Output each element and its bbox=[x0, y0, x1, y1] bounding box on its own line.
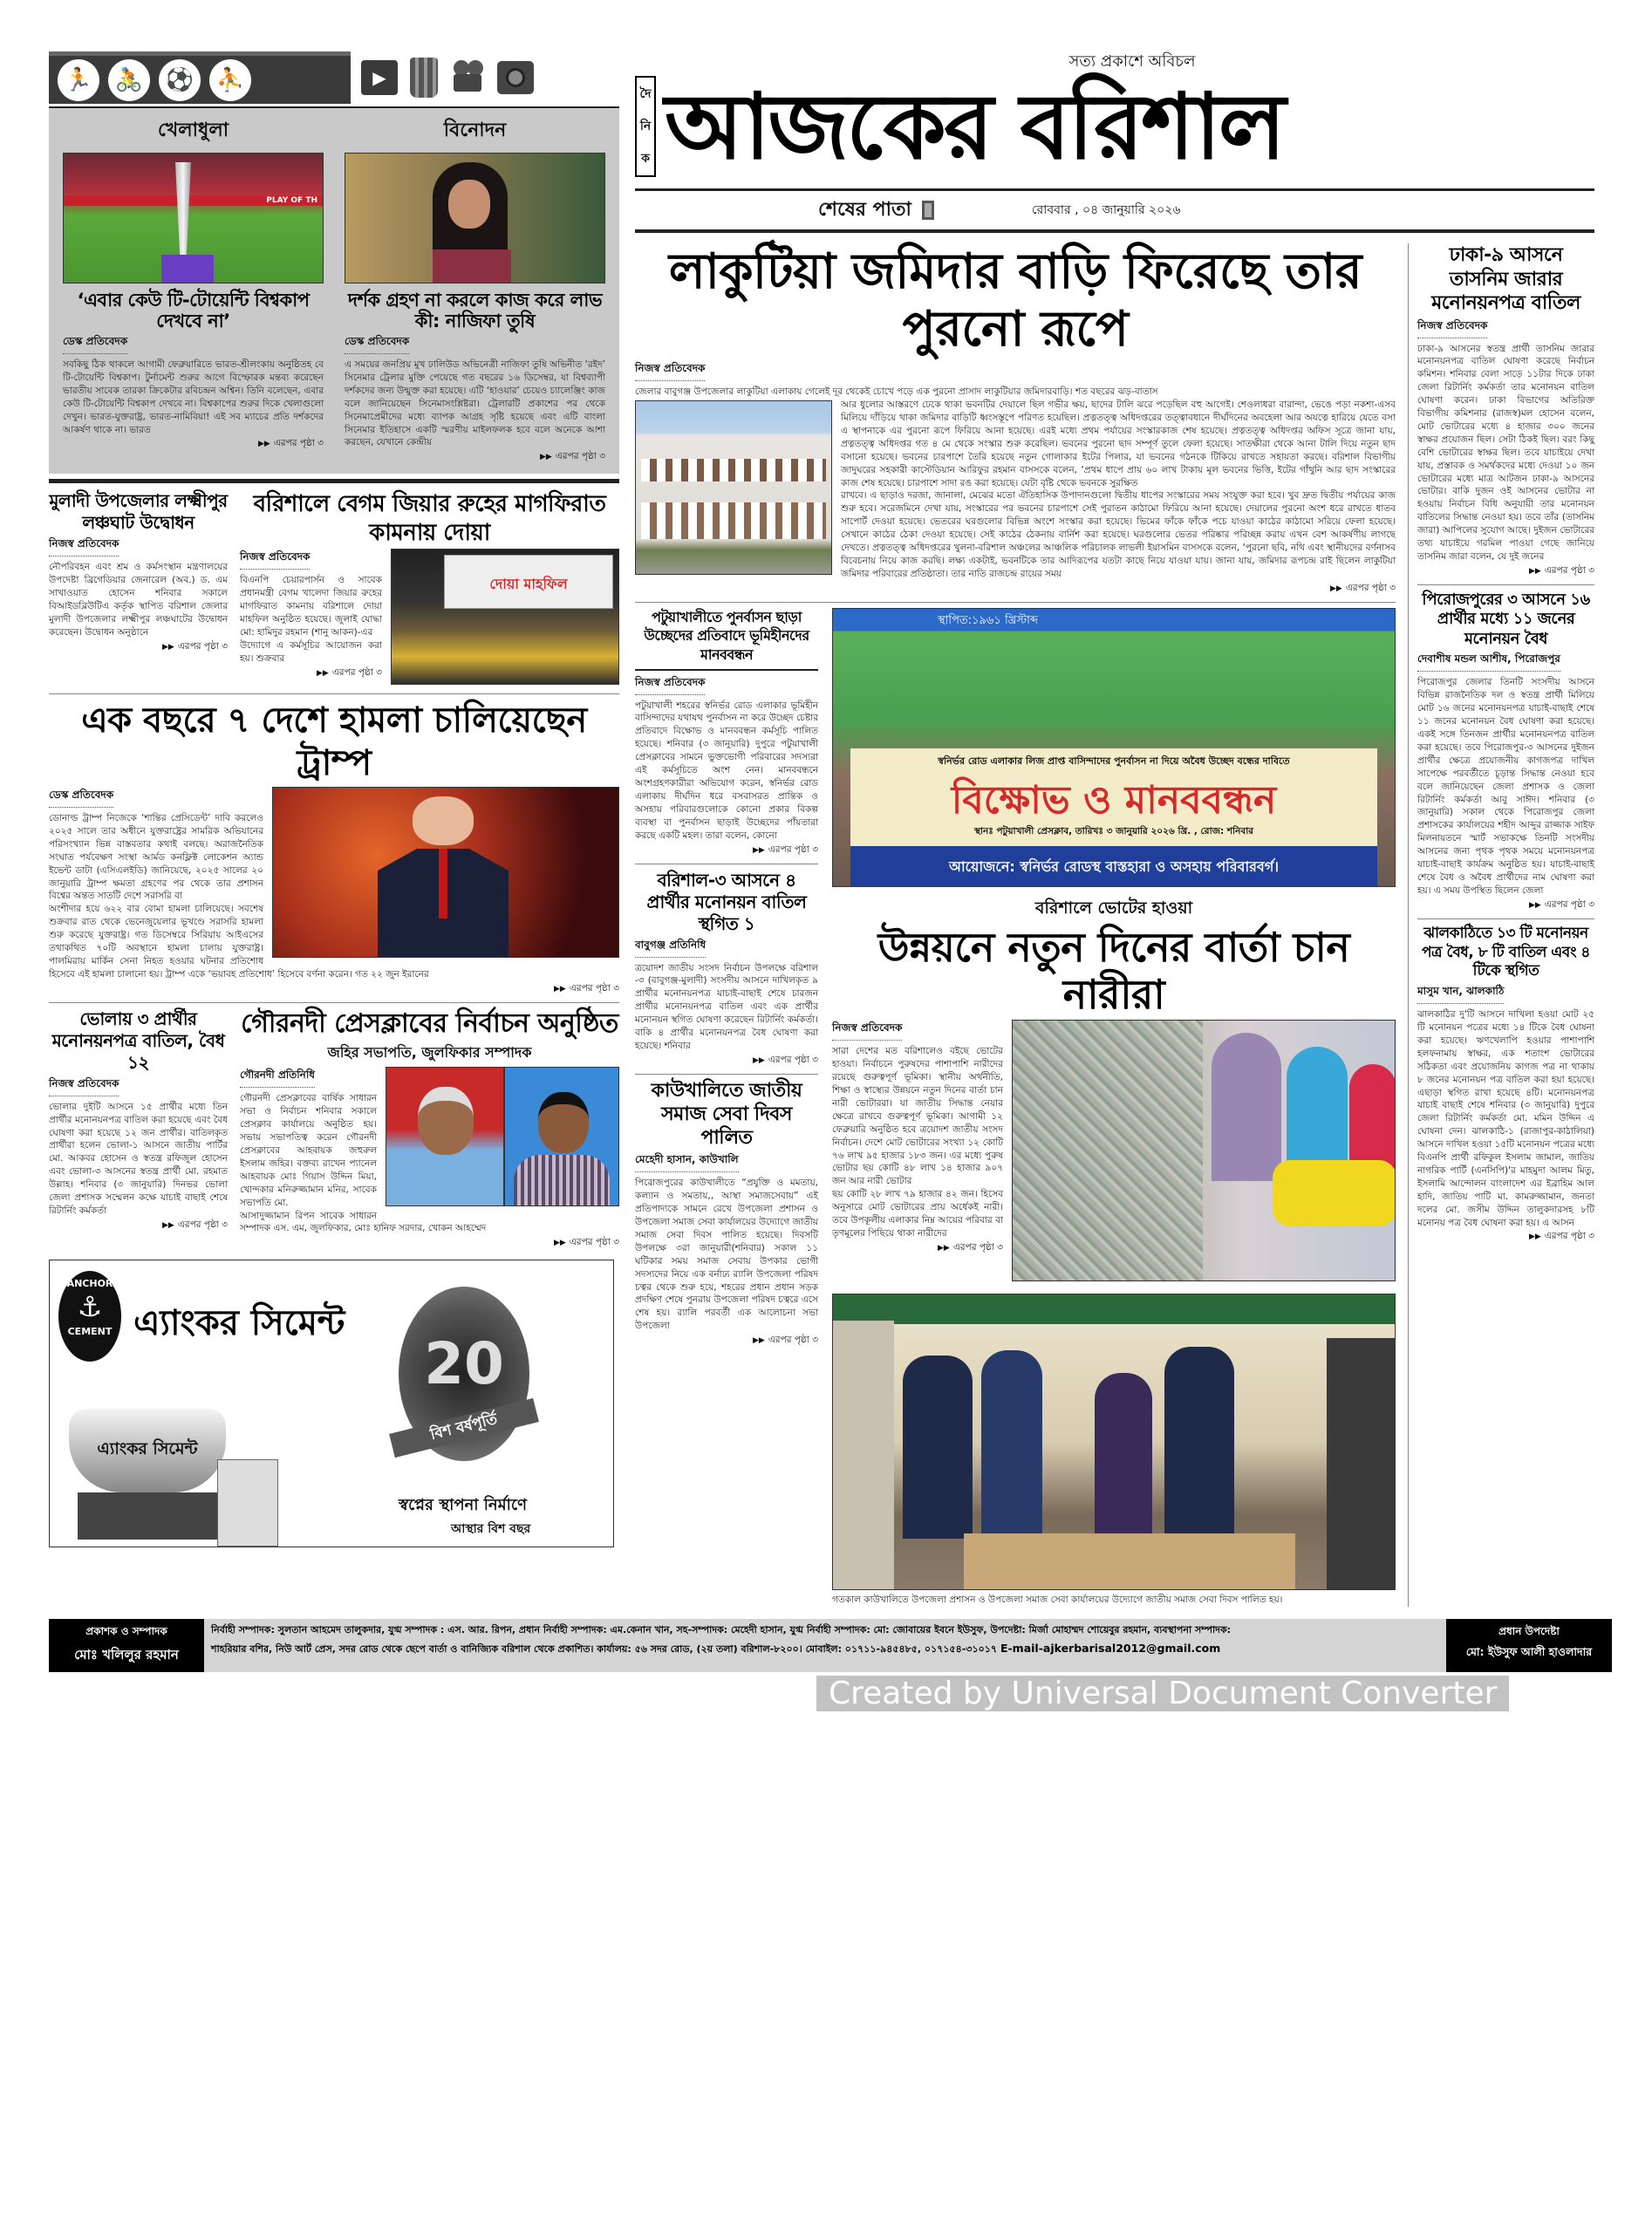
section-label-entertainment: বিনোদন bbox=[443, 120, 507, 141]
gournadi-byline: গৌরনদী প্রতিনিধি bbox=[240, 1068, 315, 1088]
bhola-story bbox=[49, 1008, 228, 1252]
ad-tagline: স্বপ্নের স্থাপনা নির্মাণে bbox=[399, 1496, 528, 1515]
double-arrow-icon: ▶▶ bbox=[752, 1055, 765, 1065]
story-body: পিরোজপুর জেলার তিনটি সংসদীয় আসনে বিভিন্ন রাজনৈতিক দল ও স্বতন্ত্র প্রার্থী মিলিয়ে মোট ১৬ জনের মনোনয়নপত্র যাচাই-বাছাই শেষে ১১ জনের মনোনয়ন বৈধ ঘোষণা করা হয়েছে। একই সঙ্গে তিনজন প্রার্থীর মনোনয়নপত্র বাতিল করা হয়েছে। তবে পিরোজপুর-৩ আসনের দুইজন প্রার্থীর ক্ষেত্রে প্রয়োজনীয় কাগজপত্র দাখিল সাপেক্ষে পরবর্তীতে চূড়ান্ত সিদ্ধান্ত নেওয়া হবে বলে জানিয়েছেন জেলা প্রশাসক ও জেলা রিটার্নিং কর্মকর্তা আবু সাঈদ। শনিবার (৩ জানুয়ারি) সকাল থেকে পিরোজপুর জেলা প্রশাসকের কার্যালয়ের শহীদ আব্দুর রাজ্জাক সাইফ মিলনায়তনে স্মার্ট সভাকক্ষে তিনটি সংসদীয় আসনের জন্য পৃথক পৃথক সময়ে মনোনয়নপত্র যাচাই-বাছাই কার্যক্রম অনুষ্ঠিত হয়। যাচাই-বাছাই শেষে বৈধ ও অবৈধ প্রার্থীদের নাম ঘোষণা করা হয়। এ সময় উপস্থিত ছিলেন জেলা bbox=[1417, 677, 1594, 896]
photo-sign-text: স্থাপিত:১৯৬১ খ্রিস্টাব্দ bbox=[938, 613, 1039, 627]
women-vote-kicker: বরিশালে ভোটের হাওয়া bbox=[1034, 898, 1193, 918]
section-label-sports: খেলাধুলা bbox=[157, 120, 229, 141]
continued-link[interactable]: ▶▶ এরপর পৃষ্ঠা ৩ bbox=[539, 451, 605, 462]
banner-bottom-text: আয়োজনে: স্বনির্ভর রোডস্থ বাস্তহারা ও অসহায় পরিবারবর্গ। bbox=[850, 846, 1377, 887]
women-voters-photo bbox=[1012, 1020, 1396, 1281]
double-arrow-icon: ▶▶ bbox=[257, 440, 270, 449]
football-icon: ⚽ bbox=[159, 59, 201, 101]
patuakhali-story bbox=[635, 608, 818, 858]
begum-zia-story bbox=[240, 490, 619, 688]
anchor-cement-ad bbox=[49, 1260, 614, 1547]
t20-trophy-photo bbox=[63, 153, 324, 283]
anniversary-badge: 20 বিশ বর্ষপূর্তি bbox=[399, 1287, 529, 1461]
trump-byline: ডেস্ক প্রতিবেদক bbox=[49, 788, 113, 808]
human-chain-photo bbox=[832, 608, 1396, 887]
story-body: নৌপরিবহন এবং শ্রম ও কর্মসংস্থান মন্ত্রণালয়ের উপদেষ্টা ব্রিগেডিয়ার জেনারেল (অব.) ড. এম সাখাওয়াত হোসেন শনিবার সকালে বিআইডব্লিউটিএ কর্তৃক স্থাপিত বরিশাল জেলার মুলাদী উপজেলার লক্ষ্মীপুর লঞ্চঘাটের উদ্বোধন করেছেন। উদ্বোধন অনুষ্ঠানে bbox=[49, 562, 228, 638]
byline: নিজস্ব প্রতিবেদক bbox=[635, 675, 705, 695]
begum-zia-body-2: উদ্যোগে এ কর্মসূচির আয়োজন করা হয়। শুক্রবার bbox=[240, 639, 382, 664]
byline: দেবাশীষ মন্ডল আশীষ, পিরোজপুর bbox=[1417, 652, 1560, 672]
camera-icon bbox=[497, 61, 534, 94]
anchor-logo: ANCHOR ⚓ CEMENT bbox=[58, 1271, 121, 1362]
footer-line-1: নির্বাহী সম্পাদক: সুলতান আহমেদ তালুকদার, যুগ্ম সম্পাদক : এস. আর. রিপন, প্রধান নির্বাহী সম্পাদক: এম.কেনান খান, সহ-সম্পাদক: মেহেদী হাসান, যুগ্ম নির্বাহী সম্পাদক: মো: জোবায়ের ইবনে ইউসুফ, উপদেষ্টা: মির্জা মোহাম্মদ শোয়েবুর রহমান, ব্যবস্থাপনা সম্পাদক: bbox=[211, 1624, 1232, 1636]
gournadi-headline: গৌরনদী প্রেসক্লাবের নির্বাচন অনুষ্ঠিত bbox=[241, 1007, 618, 1039]
dainik-label: দৈ নি ক bbox=[635, 76, 656, 177]
footer-line-2: শাহরিয়ার বশির, নিউ আর্ট প্রেস, সদর রোড থেকে ছেপে বার্তা ও বানিজ্যিক বরিশাল থেকে প্রকাশিত। কার্যালয়: ৫৬ সদর রোড, (২য় তলা) বরিশাল-৮২০০। মোবাইল: ০১৭১১-৯৪৫৪৮৫, ০১৭১৫৪-৩১০১৭ bbox=[211, 1642, 998, 1655]
story-body: ঝালকাঠির দু'টি আসনে দাখিলা হওয়া মোট ২৫ টি মনোনয়ন পত্রের মধ্যে ১৪ টিকে বৈধ ঘোষনা করা হয়েছে। ঋণখেলাপি হওয়ার পাশাপাশি হলফনামায় স্বাক্ষর, এক শতাংশ ভোটারের সঠিকতা এবং প্রয়োজনিয় কাগজ পত্র না থাকায় ৮ জনের মনোনয়ন পত্র বাতিল করা হয়া হয়েছে। এছাড়া স্থগিত রাখা হয়েছে ৪টি। মনোনয়নপত্র যাচাই বাছাই শেষে শনিবার (৩ জানুয়ারি) দুপুরে জেলা রিটার্নিং কর্মকর্তা মো. মমিন উদ্দিন এ ঘোষনা দেন। ঝালকাঠি-১ (রাজাপুর-কাঠালিয়া) আসনে দাখিল হওয়া ১৫টি মনোনয়ন পত্রের মধ্যে বিএনপি প্রার্থী রফিকুল ইসলাম জামাল, জাতিয় নাগরিক পার্টি (এনসিপি)'র মাহমুদা আলম মিতু, ইসলামি আন্দোলন বাংলাদেশ এর ইব্রাহিম আল হাদি, জাতিয় পাটি মা. কামরুজ্জামান, জনতা দলের মো. জসীম উদ্দিন তালুকদারসহ ৮টি মনোনয় পত্র বৈধ ঘোষনা করা হয়। এ আসন bbox=[1417, 1009, 1594, 1228]
double-arrow-icon: ▶▶ bbox=[553, 984, 566, 994]
story-body: ত্রয়োদশ জাতীয় সংসদ নির্বাচন উপলক্ষে বরিশাল -৩ (বাবুগঞ্জ-মুলাদী) সংসদীয় আসনে দাখিলকৃত ৯ প্রার্থীর মনোনয়নপত্র যাচাই-বাছাই শেষে চারজন প্রার্থীর মনোনয়নপত্র বাতিল এবং এক প্রার্থীর মনোনয়ন স্থগিত ঘোষণা করেছেন রিটার্নিং কর্মকর্তা। বাকি ৪ প্রার্থীর মনোনয়নপত্র বৈধ ঘোষণা করা হয়েছে। শনিবার bbox=[635, 962, 818, 1051]
gournadi-story bbox=[240, 1008, 619, 1252]
gournadi-body-2: আসাদুজ্জামান রিপন সাবেক সাধারন সম্পাদক এস. এম, জুলফিকার, মোঃ হানিফ সরদার, খোকন আহম্মেদ bbox=[240, 1210, 487, 1234]
dhaka9-headline: ঢাকা-৯ আসনে তাসনিম জারার মনোনয়নপত্র বাতিল bbox=[1431, 244, 1580, 314]
bhola-headline: ভোলায় ৩ প্রার্থীর মনোনয়নপত্র বাতিল, বৈধ ১২ bbox=[51, 1007, 225, 1073]
running-icon: 🏃 bbox=[58, 59, 99, 101]
women-vote-body: সারা দেশের মত বরিশালেও বইছে ভোটের হাওয়া। নির্বাচনে পুরুষদের পাশাপাশি নারীদের রয়েছে গুরুত্বপূর্ণ ভূমিকা। স্থানীয় অর্থনীতি, শিক্ষা ও স্বাস্থ্যের উন্নয়নে নতুন দিনের বার্তা চান নারী ভোটাররা। যা জাতীয় সিদ্ধান্ত নেয়ার ক্ষেত্রে রাখবে গুরুত্বপূর্ণ ভূমিকা। আগামী ১২ ফেব্রুয়ারি অনুষ্ঠিত হবে ত্রয়োদশ জাতীয় সংসদ নির্বাচন। দেশে মোট ভোটারের সংখ্যা ১২ কোটি ৭৬ লাখ ৯৫ হাজার ১৮৩ জন। এর মধ্যে পুরুষ ভোটার ছয় কোটি ৪৮ লাখ ১৪ হাজার ৯০৭ জন আর নারী ভোটার bbox=[832, 1046, 1003, 1187]
continued-link[interactable]: ▶▶ এরপর পৃষ্ঠা ৩ bbox=[1528, 564, 1594, 576]
cement-truck-image: এ্যাংকর সিমেন্ট bbox=[69, 1409, 287, 1547]
chief-adviser-label: প্রধান উপদেষ্টা bbox=[1498, 1625, 1560, 1638]
trump-headline: এক বছরে ৭ দেশে হামলা চালিয়েছেন ট্রাম্প bbox=[81, 700, 587, 784]
banner-main-text: বিক্ষোভ ও মানববন্ধন bbox=[951, 777, 1277, 823]
continued-link[interactable]: ▶▶ এরপর পৃষ্ঠা ৩ bbox=[161, 1219, 228, 1230]
begum-zia-byline: নিজস্ব প্রতিবেদক bbox=[240, 550, 310, 570]
movie-camera-icon bbox=[450, 60, 488, 95]
double-arrow-icon: ▶▶ bbox=[1528, 1233, 1541, 1242]
headline-nazifa: দর্শক গ্রহণ না করলে কাজ করে লাভ কী: নাজিফা তুষি bbox=[347, 290, 603, 331]
double-arrow-icon: ▶▶ bbox=[1528, 566, 1541, 576]
continued-link[interactable]: ▶▶ এরপর পৃষ্ঠা ৩ bbox=[257, 438, 324, 449]
converter-watermark: Created by Universal Document Converter bbox=[816, 1676, 1509, 1711]
story-body: ভোলার দুইটি আসনে ১৫ প্রার্থীর মধ্যে তিন প্রার্থীর মনোনয়নপত্র বাতিল করা হয়েছে এবং বৈধ ঘোষণা করা হয়েছে ১২ জন প্রার্থীর। বাতিলকৃত প্রার্থীরা হলেন ভোলা-১ আসনে জাতীয় পার্টির মো. আকবর হোসেন ও স্বতন্ত্র রফিজুল হোসেন এবং ভোলা-৩ আসনের স্বতন্ত্র প্রার্থী মো. রহমাত উল্লাহ। শনিবার (৩ জানুয়ারি) দিনভর ভোলা জেলা প্রশাসক সম্মেলন কক্ষে যাচাই বাছাই শেষে রিটার্নিং কর্মকর্তা bbox=[49, 1101, 228, 1216]
jhalokathi-headline: ঝালকাঠিতে ১৩ টি মনোনয়ন পত্র বৈধ, ৮ টি বাতিল এবং ৪ টিকে স্থগিত bbox=[1422, 924, 1590, 980]
continued-link[interactable]: ▶▶ এরপর পৃষ্ঠা ৩ bbox=[1528, 1231, 1594, 1242]
center-block bbox=[635, 243, 1396, 1607]
headline-t20: ‘এবার কেউ টি-টোয়েন্টি বিশ্বকাপ দেখবে না’ bbox=[77, 290, 310, 331]
actress-photo bbox=[345, 153, 605, 283]
lead-body-beside: আর ধুলোর আস্তরণে ঢেকে থাকা ভবনটির দেয়ালে ছিল গভীর ক্ষয়, ছাদের টালি ঝরে পড়েছিল বহু আগেই। শেওলাধরা বারান্দা, ভেঙে পড়া নকশা-এসব মিলিয়ে দাঁড়িয়ে থাকা জমিদার বাড়িটি ধ্বংসস্তূপে পরিণত হয়েছিল। প্রত্নতত্ত্ব অধিদপ্তরের তত্ত্বাবধানে দীর্ঘদিনের অবহেলা আর অযত্নে হারিয়ে যেতে বসা এ স্থাপনাকে এর পুরনো রূপে ফিরিয়ে আনা হয়েছে। এরই মধ্যে প্রথম পর্যায়ের সংস্কারকাজ শেষ হয়েছে। প্রত্নতত্ত্ব অধিদপ্তর অফিস সূত্রে জানা যায়, প্রত্নতত্ত্ব অধিদপ্তর গত ৪ মে থেকে সংস্কার শুরু করেছিল। ভবনের পুরনো ছাদ সম্পূর্ণ তুলে ফেলা হয়েছে। সাতক্ষীরা থেকে আনা টালি দিয়ে নতুন ছাদ বসানো হয়েছে। ভবনের চারপাশে তৈরি হয়েছে নতুন গোলাকার ইটের পিলার, যা ভবনের গঠনকে টিকিয়ে রাখতে সহায়তা করছে। বরিশাল বিভাগীয় জাদুঘরের সহকারী কাস্টেডিয়ান আরিফুর রহমান বাসসকে বলেন, ‘প্রথম ধাপে প্রায় ৬০ লাখ টাকায় মূল ভবনের ভিত্তি, ইটের গাঁথুনি আর ছাদ সংস্কারের কাজ শেষ হয়েছে। চারপাশে সাদা রঙ করা হয়েছে। যেটা বৃষ্টি থেকে ভবনকে সুরক্ষিত bbox=[841, 399, 1396, 488]
gournadi-continued[interactable]: ▶▶ এরপর পৃষ্ঠা ৩ bbox=[553, 1237, 619, 1248]
entertainment-promo bbox=[345, 115, 605, 465]
trump-continued[interactable]: ▶▶ এরপর পৃষ্ঠা ৩ bbox=[553, 982, 619, 994]
banner-top-text: স্বনির্ভর রোড এলাকার লিজ প্রাপ্ত বাসিন্দাদের পুনর্বাসন না দিয়ে অবৈধ উচ্ছেদ বন্ধের দাবিতে bbox=[938, 755, 1290, 767]
icon-strip bbox=[49, 49, 619, 106]
publisher-label: প্রকাশক ও সম্পাদক bbox=[85, 1625, 167, 1638]
women-vote-continued[interactable]: ▶▶ এরপর পৃষ্ঠা ৩ bbox=[937, 1241, 1003, 1253]
gournadi-photos bbox=[386, 1067, 619, 1206]
begum-zia-headline: বরিশালে বেগম জিয়ার রুহের মাগফিরাত কামনায় দোয়া bbox=[253, 491, 606, 546]
main-area bbox=[635, 49, 1594, 1607]
footer bbox=[49, 1619, 1612, 1672]
women-vote-headline: উন্নয়নে নতুন দিনের বার্তা চান নারীরা bbox=[877, 923, 1350, 1019]
trump-story bbox=[49, 700, 619, 996]
trump-body-2: অংশীদার হয়ে ৬২২ বার বোমা হামলা চালিয়েছে। সবশেষ শুক্রবার রাত থেকে ভেনেজুয়েলার ভূখণ্ডে সরাসরি হামলা শুরু করেছে যুক্তরাষ্ট্র। গত ডিসেম্বরে সিরিয়ায় আইএসের তথাকথিত ৭০টি অবস্থানে হামলা চালায় যুক্তরাষ্ট্র। পালমিরায় মার্কিন সেনা নিহত হওয়ার ঘটনার প্রতিশোধ হিসেবে এই হামলা চালানো হয়। ট্রাম্প একে ‘ভয়াবহ প্রতিশোধ’ হিসেবে বর্ণনা করেন। গত ২২ জুন ইরানের bbox=[49, 904, 429, 980]
wide-column bbox=[832, 608, 1396, 1607]
byline: বাবুগঞ্জ প্রতিনিধি bbox=[635, 938, 706, 958]
continued-link[interactable]: ▶▶ এরপর পৃষ্ঠা ৩ bbox=[752, 843, 818, 855]
story-body: পটুয়াখালী শহরের স্বনির্ভর রোড এলাকার ভূমিহীন বাসিন্দাদের যথাযথ পুনর্বাসন না করে উচ্ছেদ চেষ্টার প্রতিবাদে বিক্ষোভ ও মানববন্ধন কর্মসূচি পালিত হয়েছে। শনিবার (৩ জানুয়ারি) দুপুরে পটুয়াখালী প্রেসক্লাবের সামনে ভুক্তভোগী পরিবারের সদস্যরা এই কর্মসূচিতে অংশ নেন। মানববন্ধনে অংশগ্রহণকারীরা অভিযোগ করেন, স্বনির্ভর রোড এলাকায় দীর্ঘদিন ধরে বসবাসরত প্রান্তিক ও অসহায় পরিবারগুলোকে কোনো প্রকার বিকল্প ব্যবস্থা বা পুনর্বাসন ছাড়াই উচ্ছেদের পাঁয়তারা করছে একটি মহল। তারা বলেন, কোনো bbox=[635, 700, 818, 841]
gournadi-subhead: জহির সভাপতি, জুলফিকার সম্পাদক bbox=[327, 1044, 532, 1062]
muladi-headline: মুলাদী উপজেলার লক্ষ্মীপুর লঞ্চঘাট উদ্বোধন bbox=[49, 490, 228, 534]
newspaper-title: আজকের বরিশাল bbox=[665, 73, 1284, 180]
anchor-icon: ⚓ bbox=[77, 1290, 103, 1324]
barishal3-headline: বরিশাল-৩ আসনে ৪ প্রার্থীর মনোনয়ন বাতিল স্থগিত ১ bbox=[646, 869, 807, 934]
continued-link[interactable]: ▶▶ এরপর পৃষ্ঠা ৩ bbox=[752, 1335, 818, 1346]
kawkhali-story bbox=[635, 1080, 818, 1349]
lead-continued[interactable]: ▶▶ এরপর পৃষ্ঠা ৩ bbox=[1329, 582, 1396, 593]
double-arrow-icon: ▶▶ bbox=[161, 1220, 174, 1230]
slogan: সত্য প্রকাশে অবিচল bbox=[1068, 52, 1196, 71]
patuakhali-headline: পটুয়াখালীতে পুনর্বাসন ছাড়া উচ্ছেদের প্রতিবাদে ভূমিহীনদের মানববন্ধন bbox=[644, 608, 809, 663]
gournadi-secretary-photo bbox=[504, 1067, 619, 1206]
film-strip-icon: ▶ bbox=[361, 60, 398, 95]
section-name: শেষের পাতা bbox=[818, 198, 911, 221]
narrow-column bbox=[635, 608, 818, 1607]
dhaka9-story bbox=[1417, 243, 1594, 579]
publication-date: রোববার , ০৪ জানুয়ারি ২০২৬ bbox=[1031, 203, 1181, 217]
muladi-story bbox=[49, 490, 228, 688]
byline: ডেস্ক প্রতিবেদক bbox=[345, 334, 409, 354]
footer-credits bbox=[204, 1619, 1446, 1672]
section-marker bbox=[922, 201, 934, 220]
women-vote-story bbox=[832, 896, 1396, 1286]
promo-box bbox=[49, 106, 619, 474]
lead-intro: জেলার বাবুগঞ্জ উপজেলার লাকুটিয়া এলাকায় গেলেই দূর থেকেই চোখে পড়ে এক পুরনো প্রাসাদ লাকুটিয়ার জমিদারবাড়ি। শত বছরের ঝড়-বাতাস bbox=[635, 386, 1158, 398]
trump-body: ডোনাল্ড ট্রাম্প নিজেকে ‘শান্তির প্রেসিডেন্ট’ দাবি করলেও ২০২৫ সালে তার অধীনে যুক্তরাষ্ট্রের সামরিক অভিযানের পরিসংখ্যান ভিন্ন বাস্তবতার কথাই বলছে। অরাজনৈতিক সংঘাত পর্যবেক্ষণ সংস্থা আর্মড কনফ্লিক্ট লোকেশন অ্যান্ড ইভেন্ট ডাটা (এসিএলইডি) জানিয়েছে, ২০২৫ সালের ২০ জানুয়ারি ট্রাম্প ক্ষমতা গ্রহণের পর থেকে তার প্রশাসন বিশ্বের অন্তত সাতটি দেশে সরাসরি বা bbox=[49, 812, 263, 902]
popcorn-icon bbox=[410, 58, 438, 98]
pirojpur-story bbox=[1417, 591, 1594, 913]
double-arrow-icon: ▶▶ bbox=[553, 1239, 566, 1248]
banner-place-text: স্থানঃ পটুয়াখালী প্রেসক্লাব, তারিখঃ ৩ জানুয়ারি ২০২৬ খ্রি. , রোজ: শনিবার bbox=[973, 825, 1254, 837]
sports-promo bbox=[63, 115, 324, 465]
sports-icon-bar bbox=[49, 51, 351, 104]
begum-zia-body: বিএনপি চেয়ারপার্সন ও সাবেক প্রধানমন্ত্রী বেগম খালেদা জিয়ার রুহের মাগফিরাত কামনায় বরিশালে দোয়া মাহফিল অনুষ্ঠিত হয়েছে। জুলাই যোদ্ধা মো: হামিদুর রহমান (শানু আকন)-এর bbox=[240, 575, 382, 638]
begum-zia-continued[interactable]: ▶▶ এরপর পৃষ্ঠা ৩ bbox=[316, 666, 382, 678]
double-arrow-icon: ▶▶ bbox=[161, 642, 174, 652]
continued-link[interactable]: ▶▶ এরপর পৃষ্ঠা ৩ bbox=[161, 640, 228, 652]
basketball-icon: ⛹ bbox=[209, 59, 251, 101]
pirojpur-headline: পিরোজপুরের ৩ আসনে ১৬ প্রার্থীর মধ্যে ১১ জনের মনোনয়ন বৈধ bbox=[1422, 590, 1590, 648]
lead-story bbox=[635, 243, 1396, 597]
zamindar-house-photo bbox=[635, 400, 832, 575]
trump-photo bbox=[272, 787, 619, 958]
byline: মেহেদী হাসান, কাউখালি bbox=[635, 1152, 739, 1172]
kawkhali-caption: গতকাল কাউখালিতে উপজেলা প্রশাসন ও উপজেলা সমাজ সেবা কার্যালয়ের উদ্যোগে জাতীয় সমাজ সেবা দিবস পালিত হয়। bbox=[832, 1595, 1283, 1606]
continued-link[interactable]: ▶▶ এরপর পৃষ্ঠা ৩ bbox=[1528, 898, 1594, 910]
lead-byline: নিজস্ব প্রতিবেদক bbox=[635, 361, 705, 381]
double-arrow-icon: ▶▶ bbox=[752, 1336, 765, 1346]
gournadi-body: গৌরনদী প্রেসক্লাবের বার্ষিক সাধারন সভা ও নির্বাচন শনিবার সকালে প্রেসক্লাব কার্যালয়ে অনুষ্ঠিত হয়। সভায় সভাপতিত্ব করেন গৌরনদী প্রেসক্লাবের আহবায়ক জহুরুল ইসলাম জহির। বক্তব্য রাখেন প্যানেল আহবায়ক মোঃ গিয়াস উদ্দিন মিয়া, খোন্দকার মনিরুজ্জামান মনির, সাবেক সভাপতি মো. bbox=[240, 1093, 377, 1208]
byline: নিজস্ব প্রতিবেদক bbox=[1417, 318, 1487, 338]
double-arrow-icon: ▶▶ bbox=[752, 845, 765, 855]
story-body: সবকিছু ঠিক থাকলে আগামী ফেব্রুয়ারিতে ভারত-শ্রীলংকায় অনুষ্ঠিতহ বে টি-টোয়েন্টি বিশ্বকাপ। টুর্নামেন্ট শুরুর আগে বিস্ফোরক মন্তব্য করেছেন ভারতীয় সাবেক তারকা ক্রিকেটার রবিচন্দ্রন অশ্বিন। তিনি বলেছেন, এবার কেউ টি-টোয়েন্টি বিশ্বকাপ দেখবে না। বিশ্বকাপের শুরুর দিকে খেলাগুলো দেখুন। ভারত-যুক্তরাষ্ট্র, ভারত-নামিবিয়া! এই সব ম্যাচের প্রতি দর্শকদের আকর্ষণ থাকে না। ভারত bbox=[63, 359, 324, 435]
doa-mahfil-photo bbox=[391, 549, 619, 685]
women-vote-byline: নিজস্ব প্রতিবেদক bbox=[832, 1021, 902, 1041]
continued-link[interactable]: ▶▶ এরপর পৃষ্ঠা ৩ bbox=[752, 1054, 818, 1065]
chief-adviser-name: মো: ইউসুফ আলী হাওলাদার bbox=[1465, 1645, 1593, 1659]
women-vote-body-2: ছয় কোটি ২৮ লাখ ৭৯ হাজার ৪২ জন। হিসেব অনুসারে মোট ভোটারের প্রায় অর্ধেকই নারী। তবে উপকূলীয় এলাকার নিম্ন আয়ের পরিবার বা তৃণমূলের পিছিয়ে থাকা নারীদের bbox=[832, 1189, 1003, 1239]
double-arrow-icon: ▶▶ bbox=[1329, 584, 1342, 593]
byline: নিজস্ব প্রতিবেদক bbox=[49, 1076, 119, 1096]
ad-brand-bn: এ্যাংকর সিমেন্ট bbox=[133, 1303, 345, 1344]
social-service-day-photo bbox=[832, 1294, 1396, 1590]
story-body: পিরোজপুরের কাউখালীতে “প্রযুক্তি ও মমতায়, কল্যান ও সমতায়,, আস্থা সমাজসেবায়” এই প্রতিপাদ্যকে সামনে রেখে উপজেলা প্রশাসন ও উপজেলা সমাজ সেবা কার্যালয়ের উদ্যোগে জাতীয় সমাজ সেবা দিবস পালিত হয়েছে। দিবসটি উপলক্ষে ৩রা জানুয়ারী(শনিবার) সকাল ১১ ঘটিকার সময় সমাজ সেবায় উপকার ভোগী সদস্যদের নিয়ে এক বর্নাঢ্য র‌্যালি উপজেলা পরিষদ চত্বর থেকে শুরু হয়ে, শহরের প্রধান প্রধান সড়ক প্রদক্ষিণ শেষে পুনরায় উপজেলা পরিষদ চত্বরে এসে শেষ হয়। র‌্যালি পরবর্তী এক আলোচনা সভা উপজেলা bbox=[635, 1178, 818, 1332]
ad-tagline-2: আস্থার বিশ বছর bbox=[451, 1522, 531, 1537]
right-column bbox=[1408, 243, 1594, 1607]
stadium-banner-text: PLAY OF TH bbox=[64, 195, 323, 206]
double-arrow-icon: ▶▶ bbox=[539, 453, 552, 462]
lead-body: রাখবে। এ ছাড়াও দরজা, জানালা, মেঝের মতো ঐতিহাসিক উপাদানগুলো দ্বিতীয় ধাপের সংস্কারের সময় সংযুক্ত করা হবে। খুব দ্রুত দ্বিতীয় পর্যায়ের কাজ শুরু হবে। সরেজমিনে দেখা যায়, সংস্কারের পর ভবনের চারপাশে সেই পুরাতন কাঠামো ফিরিয়ে আনা হয়েছে। দেয়ালের পুরনো অংশ ধরে রাখতে ধাতব সাপোর্ট দেওয়া হয়েছে। ভেতরের ঘরগুলোর বিভিন্ন অংশে সংস্কার করা হয়েছে। ভিমের ফাঁকে ফাঁকে পচে যাওয়া কাঠের কাঠামো সরিয়ে ফেলা হয়েছে। সেখানে কাঠের ঠেকা দেওয়া হয়েছে। সেই কাঠের ঠেকনায় বার্নিশ করা হয়েছে। ঘরগুলোর ভেতর পরিষ্কার পরিচ্ছন্ন করায় এখন বেশ আকর্ষণীয় লাগছে দেখতে। প্রত্নতত্ত্ব অধিদপ্তরের খুলনা-বরিশাল অঞ্চলের আঞ্চলিক পরিচালক লাভলী ইয়াসমিন বাসসকে বলেন, ‘পুরনো ছবি, নথি এবং স্থানীয়দের বর্ণনাসব বিবেচনায় নিয়ে কাজ করছি। লক্ষ্য একটাই, ভবনটিকে তার আদিরূপের যতটা কাছে নিয়ে যাওয়া যায়। জানা যায়, জমিদার রূপচন্দ্র রাই ছিলেন লাকুটিয়া জমিদার পরিবারের প্রতিষ্ঠাতা। তার নাতি রাজচন্দ্র রায়ের সময় bbox=[841, 490, 1396, 579]
story-body: ঢাকা-৯ আসনের স্বতন্ত্র প্রার্থী তাসনিম জারার মনোনয়নপত্র বাতিল ঘোষণা করেছে নির্বাচন কমিশন। শনিবার বেলা সাড়ে ১১টার দিকে ঢাকা জেলা রিটার্নিং কর্মকর্তা তার মনোনয়ন বাতিল ঘোষণা করেন। ঢাকা বিভাগের অতিরিক্ত বিভাগীয় কমিশনার (রাজস্ব)মল হোসেন বলেন, মোট ভোটারের মধ্যে ৪ হাজার ৩০০ জনের স্বাক্ষর প্রয়োজন ছিল। সেটা ঠিকই ছিল। বরং কিছু বেশি ভোটারের স্বাক্ষর ছিল। তবে যাচাইয়ে দেখা যায়, প্রস্তাবক ও সমর্থকদের মধ্যে দেওয়া ১০ জন ভোটারের মধ্যে মাত্র আটজন ঢাকা-৯ আসনের ভোটার। বাকি দুজন ওই আসনের ভোটার না হওয়ায় নির্বাচন বিধি অনুযায়ী তার মনোনয়ন বাতিলের সিদ্ধান্ত নেওয়া হয়। তবে তাঁর (তাসনিম জারা) আপিলের সুযোগ আছে। দুইজন ভোটারের তথ্য যাচাইয়ে গরমিল পাওয়া গেছে জানিয়ে তাসনিম জারা বলেন, যে দুই জনের bbox=[1417, 343, 1594, 562]
doa-banner-text: দোয়া মাহফিল bbox=[489, 576, 568, 593]
byline: নিজস্ব প্রতিবেদক bbox=[49, 536, 119, 557]
gournadi-president-photo bbox=[386, 1067, 504, 1206]
lead-headline: লাকুটিয়া জমিদার বাড়ি ফিরেছে তার পুরনো রূপে bbox=[668, 243, 1362, 359]
barishal3-story bbox=[635, 870, 818, 1069]
publisher-name: মোঃ খলিলুর রহমান bbox=[74, 1647, 179, 1663]
jhalokathi-story bbox=[1417, 925, 1594, 1246]
double-arrow-icon: ▶▶ bbox=[1528, 900, 1541, 910]
left-column bbox=[49, 49, 619, 1607]
byline: মাসুম খান, ঝালকাঠি bbox=[1417, 984, 1504, 1004]
double-arrow-icon: ▶▶ bbox=[937, 1243, 950, 1253]
story-body: এ সময়ের জনপ্রিয় মুখ ঢালিউড অভিনেত্রী নাজিফা তুষি অভিনীত ‘রইদ’ সিনেমার ট্রেলার মুক্তি পেয়েছে গত বছরের ১৬ ডিসেম্বর, যা বিশ্বব্যাপী দর্শকদের জন্য উন্মুক্ত করা হয়েছে। এটি ‘হাওয়ার’ চেয়েও চ্যালেঞ্জিং কাজ বলে জানিয়েছেন সিনেমাসংশ্লিষ্টরা। ট্রেলারটি প্রকাশের পর থেকে সিনেমাপ্রেমীদের মধ্যে ব্যাপক আগ্রহ সৃষ্টি হয়েছে এবং এটি বাংলা সিনেমার ইতিহাসে একটি স্মরণীয় মাইলফলক হবে বলে অনেকে আশা করছেন, যেখানে কেন্দ্রীয় bbox=[345, 359, 605, 448]
cycling-icon: 🚴 bbox=[108, 59, 150, 101]
footer-email[interactable]: E-mail-ajkerbarisal2012@gmail.com bbox=[1000, 1641, 1221, 1655]
kawkhali-headline: কাউখালিতে জাতীয় সমাজ সেবা দিবস পালিত bbox=[651, 1079, 802, 1149]
double-arrow-icon: ▶▶ bbox=[316, 668, 329, 678]
byline: ডেস্ক প্রতিবেদক bbox=[63, 334, 127, 354]
